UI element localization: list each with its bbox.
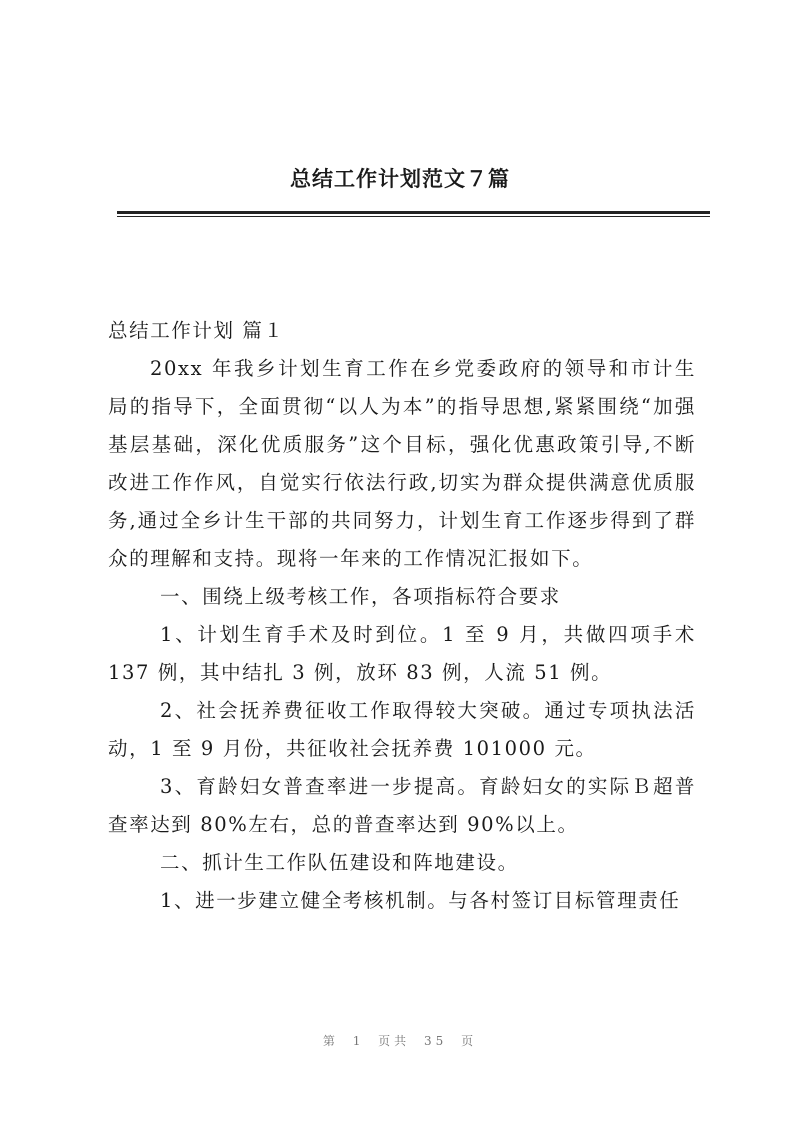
- section-heading: 总结工作计划 篇１: [108, 319, 285, 342]
- title-divider: [117, 211, 710, 214]
- item-paragraph: 2、社会抚养费征收工作取得较大突破。通过专项执法活动，1 至 9 月份，共征收社会抚养费 101000 元。: [108, 699, 696, 760]
- page-number: 第 1 页共 35 页: [322, 1034, 478, 1048]
- subheading-two: 二、抓计生工作队伍建设和阵地建设。: [160, 851, 519, 874]
- item-paragraph: 1、计划生育手术及时到位。1 至 9 月，共做四项手术 137 例，其中结扎 3 例，放环 83 例，人流 51 例。: [108, 623, 696, 684]
- item-paragraph: 1、进一步建立健全考核机制。与各村签订目标管理责任: [160, 889, 681, 912]
- item-paragraph: 3、育龄妇女普查率进一步提高。育龄妇女的实际Ｂ超普查率达到 80%左右，总的普查率达到 90%以上。: [108, 775, 696, 836]
- subheading-one: 一、围绕上级考核工作，各项指标符合要求: [160, 585, 561, 608]
- document-title: 总结工作计划范文７篇: [290, 166, 510, 191]
- document-body: [108, 312, 696, 920]
- title-divider-thin: [117, 216, 710, 217]
- intro-paragraph: 20xx 年我乡计划生育工作在乡党委政府的领导和市计生局的指导下，全面贯彻“以人为本”的指导思想,紧紧围绕“加强基层基础，深化优质服务”这个目标，强化优惠政策引导,不断改进工作作风，自觉实行依法行政,切实为群众提供满意优质服务,通过全乡计生干部的共同努力，计划生育工作逐步得到了群众的理解和支持。现将一年来的工作情况汇报如下。: [108, 357, 696, 570]
